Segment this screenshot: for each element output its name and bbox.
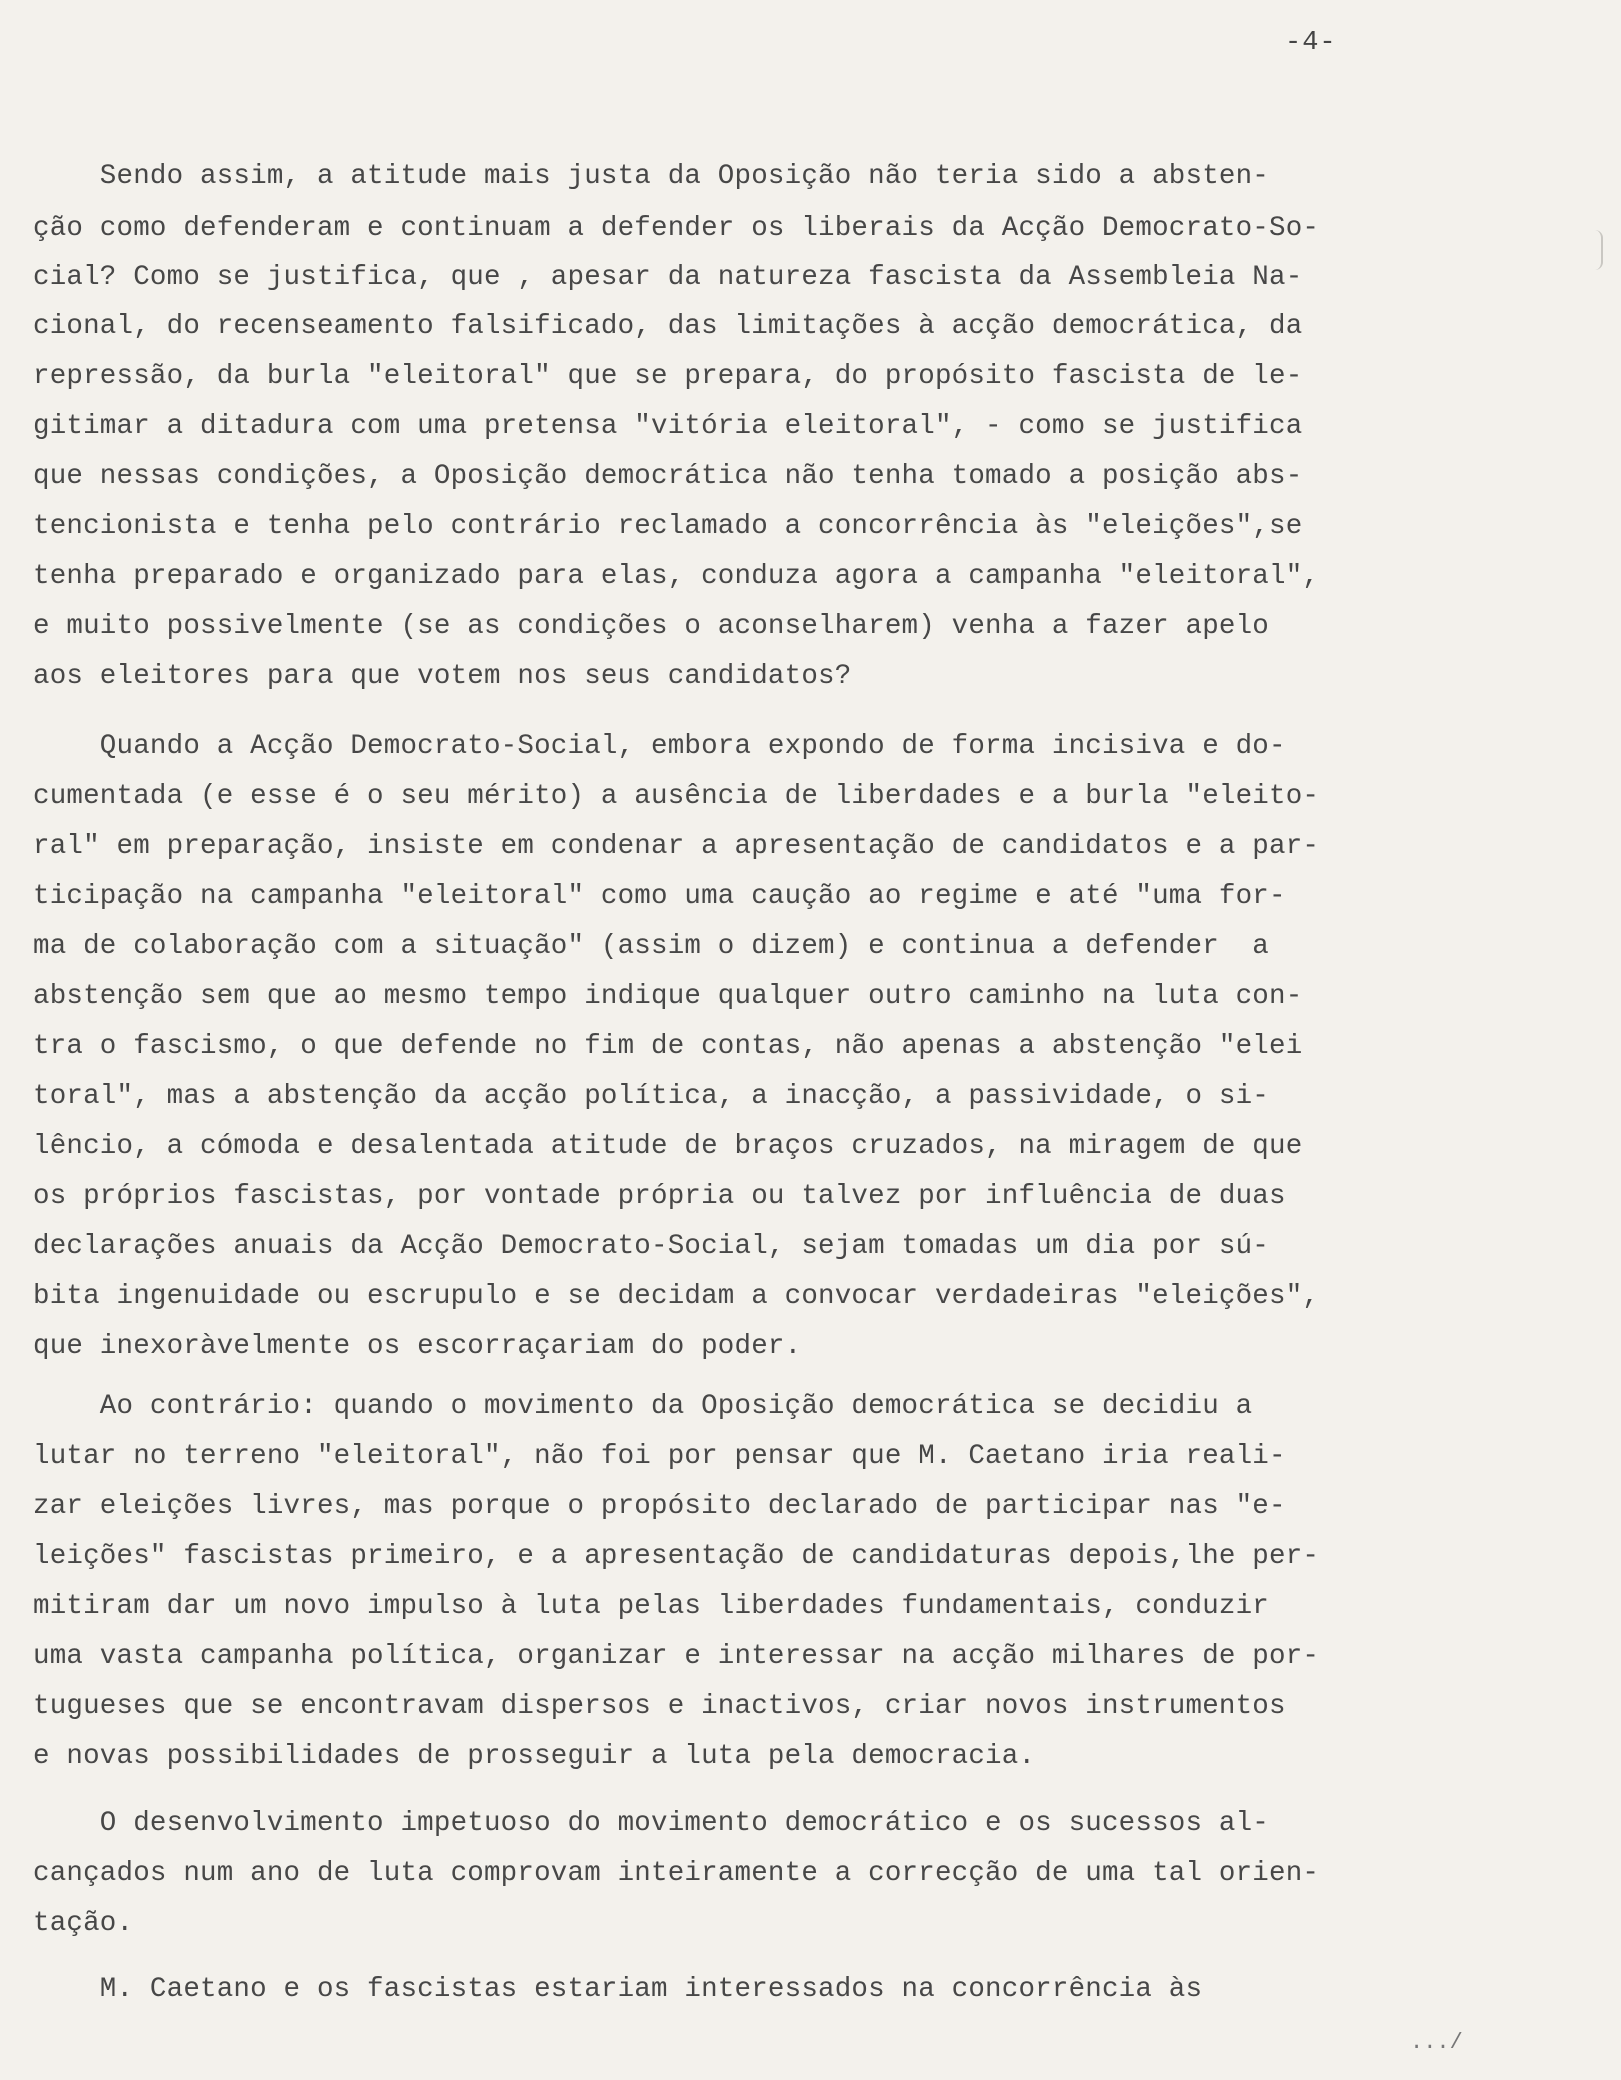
text-line: aos eleitores para que votem nos seus candidatos? [33, 661, 852, 692]
text-line: uma vasta campanha política, organizar e interessar na acção milhares de por- [33, 1641, 1320, 1672]
text-line: tação. [33, 1908, 134, 1939]
text-line: Ao contrário: quando o movimento da Oposição democrática se decidiu a [33, 1391, 1253, 1422]
text-line: tugueses que se encontravam dispersos e inactivos, criar novos instrumentos [33, 1691, 1286, 1722]
text-line: repressão, da burla "eleitoral" que se prepara, do propósito fascista de le- [33, 361, 1303, 392]
text-line: O desenvolvimento impetuoso do movimento democrático e os sucessos al- [33, 1808, 1269, 1839]
text-line: ção como defenderam e continuam a defender os liberais da Acção Democrato-So- [33, 213, 1320, 244]
text-line: cial? Como se justifica, que , apesar da natureza fascista da Assembleia Na- [33, 262, 1303, 293]
text-line: toral", mas a abstenção da acção política, a inacção, a passividade, o si- [33, 1081, 1269, 1112]
text-line: ral" em preparação, insiste em condenar a apresentação de candidatos e a par- [33, 831, 1320, 862]
text-line: lutar no terreno "eleitoral", não foi por pensar que M. Caetano iria reali- [33, 1441, 1286, 1472]
text-line: gitimar a ditadura com uma pretensa "vitória eleitoral", - como se justifica [33, 411, 1303, 442]
text-line: Quando a Acção Democrato-Social, embora expondo de forma incisiva e do- [33, 731, 1286, 762]
text-line: bita ingenuidade ou escrupulo e se decidam a convocar verdadeiras "eleições", [33, 1281, 1320, 1312]
text-line: os próprios fascistas, por vontade própria ou talvez por influência de duas [33, 1181, 1286, 1212]
page-number: -4- [1285, 28, 1337, 58]
text-line: cançados num ano de luta comprovam inteiramente a correcção de uma tal orien- [33, 1858, 1320, 1889]
paper-edge-mark [1595, 230, 1603, 270]
text-line: mitiram dar um novo impulso à luta pelas liberdades fundamentais, conduzir [33, 1591, 1269, 1622]
text-line: zar eleições livres, mas porque o propósito declarado de participar nas "e- [33, 1491, 1286, 1522]
text-line: M. Caetano e os fascistas estariam interessados na concorrência às [33, 1974, 1203, 2005]
continuation-mark: .../ [1410, 2030, 1463, 2055]
text-line: ticipação na campanha "eleitoral" como uma caução ao regime e até "uma for- [33, 881, 1286, 912]
text-line: leições" fascistas primeiro, e a apresentação de candidaturas depois,lhe per- [33, 1541, 1320, 1572]
text-line: ma de colaboração com a situação" (assim o dizem) e continua a defender a [33, 931, 1269, 962]
text-line: cumentada (e esse é o seu mérito) a ausência de liberdades e a burla "eleito- [33, 781, 1320, 812]
text-line: declarações anuais da Acção Democrato-Social, sejam tomadas um dia por sú- [33, 1231, 1269, 1262]
text-line: Sendo assim, a atitude mais justa da Oposição não teria sido a absten- [33, 161, 1269, 192]
text-line: cional, do recenseamento falsificado, das limitações à acção democrática, da [33, 311, 1303, 342]
text-line: que nessas condições, a Oposição democrática não tenha tomado a posição abs- [33, 461, 1303, 492]
text-line: e muito possivelmente (se as condições o aconselharem) venha a fazer apelo [33, 611, 1269, 642]
text-line: tenha preparado e organizado para elas, conduza agora a campanha "eleitoral", [33, 561, 1320, 592]
text-line: lêncio, a cómoda e desalentada atitude de braços cruzados, na miragem de que [33, 1131, 1303, 1162]
text-line: e novas possibilidades de prosseguir a luta pela democracia. [33, 1741, 1036, 1772]
text-line: abstenção sem que ao mesmo tempo indique qualquer outro caminho na luta con- [33, 981, 1303, 1012]
text-line: que inexoràvelmente os escorraçariam do poder. [33, 1331, 802, 1362]
text-line: tencionista e tenha pelo contrário reclamado a concorrência às "eleições",se [33, 511, 1303, 542]
text-line: tra o fascismo, o que defende no fim de contas, não apenas a abstenção "elei [33, 1031, 1303, 1062]
